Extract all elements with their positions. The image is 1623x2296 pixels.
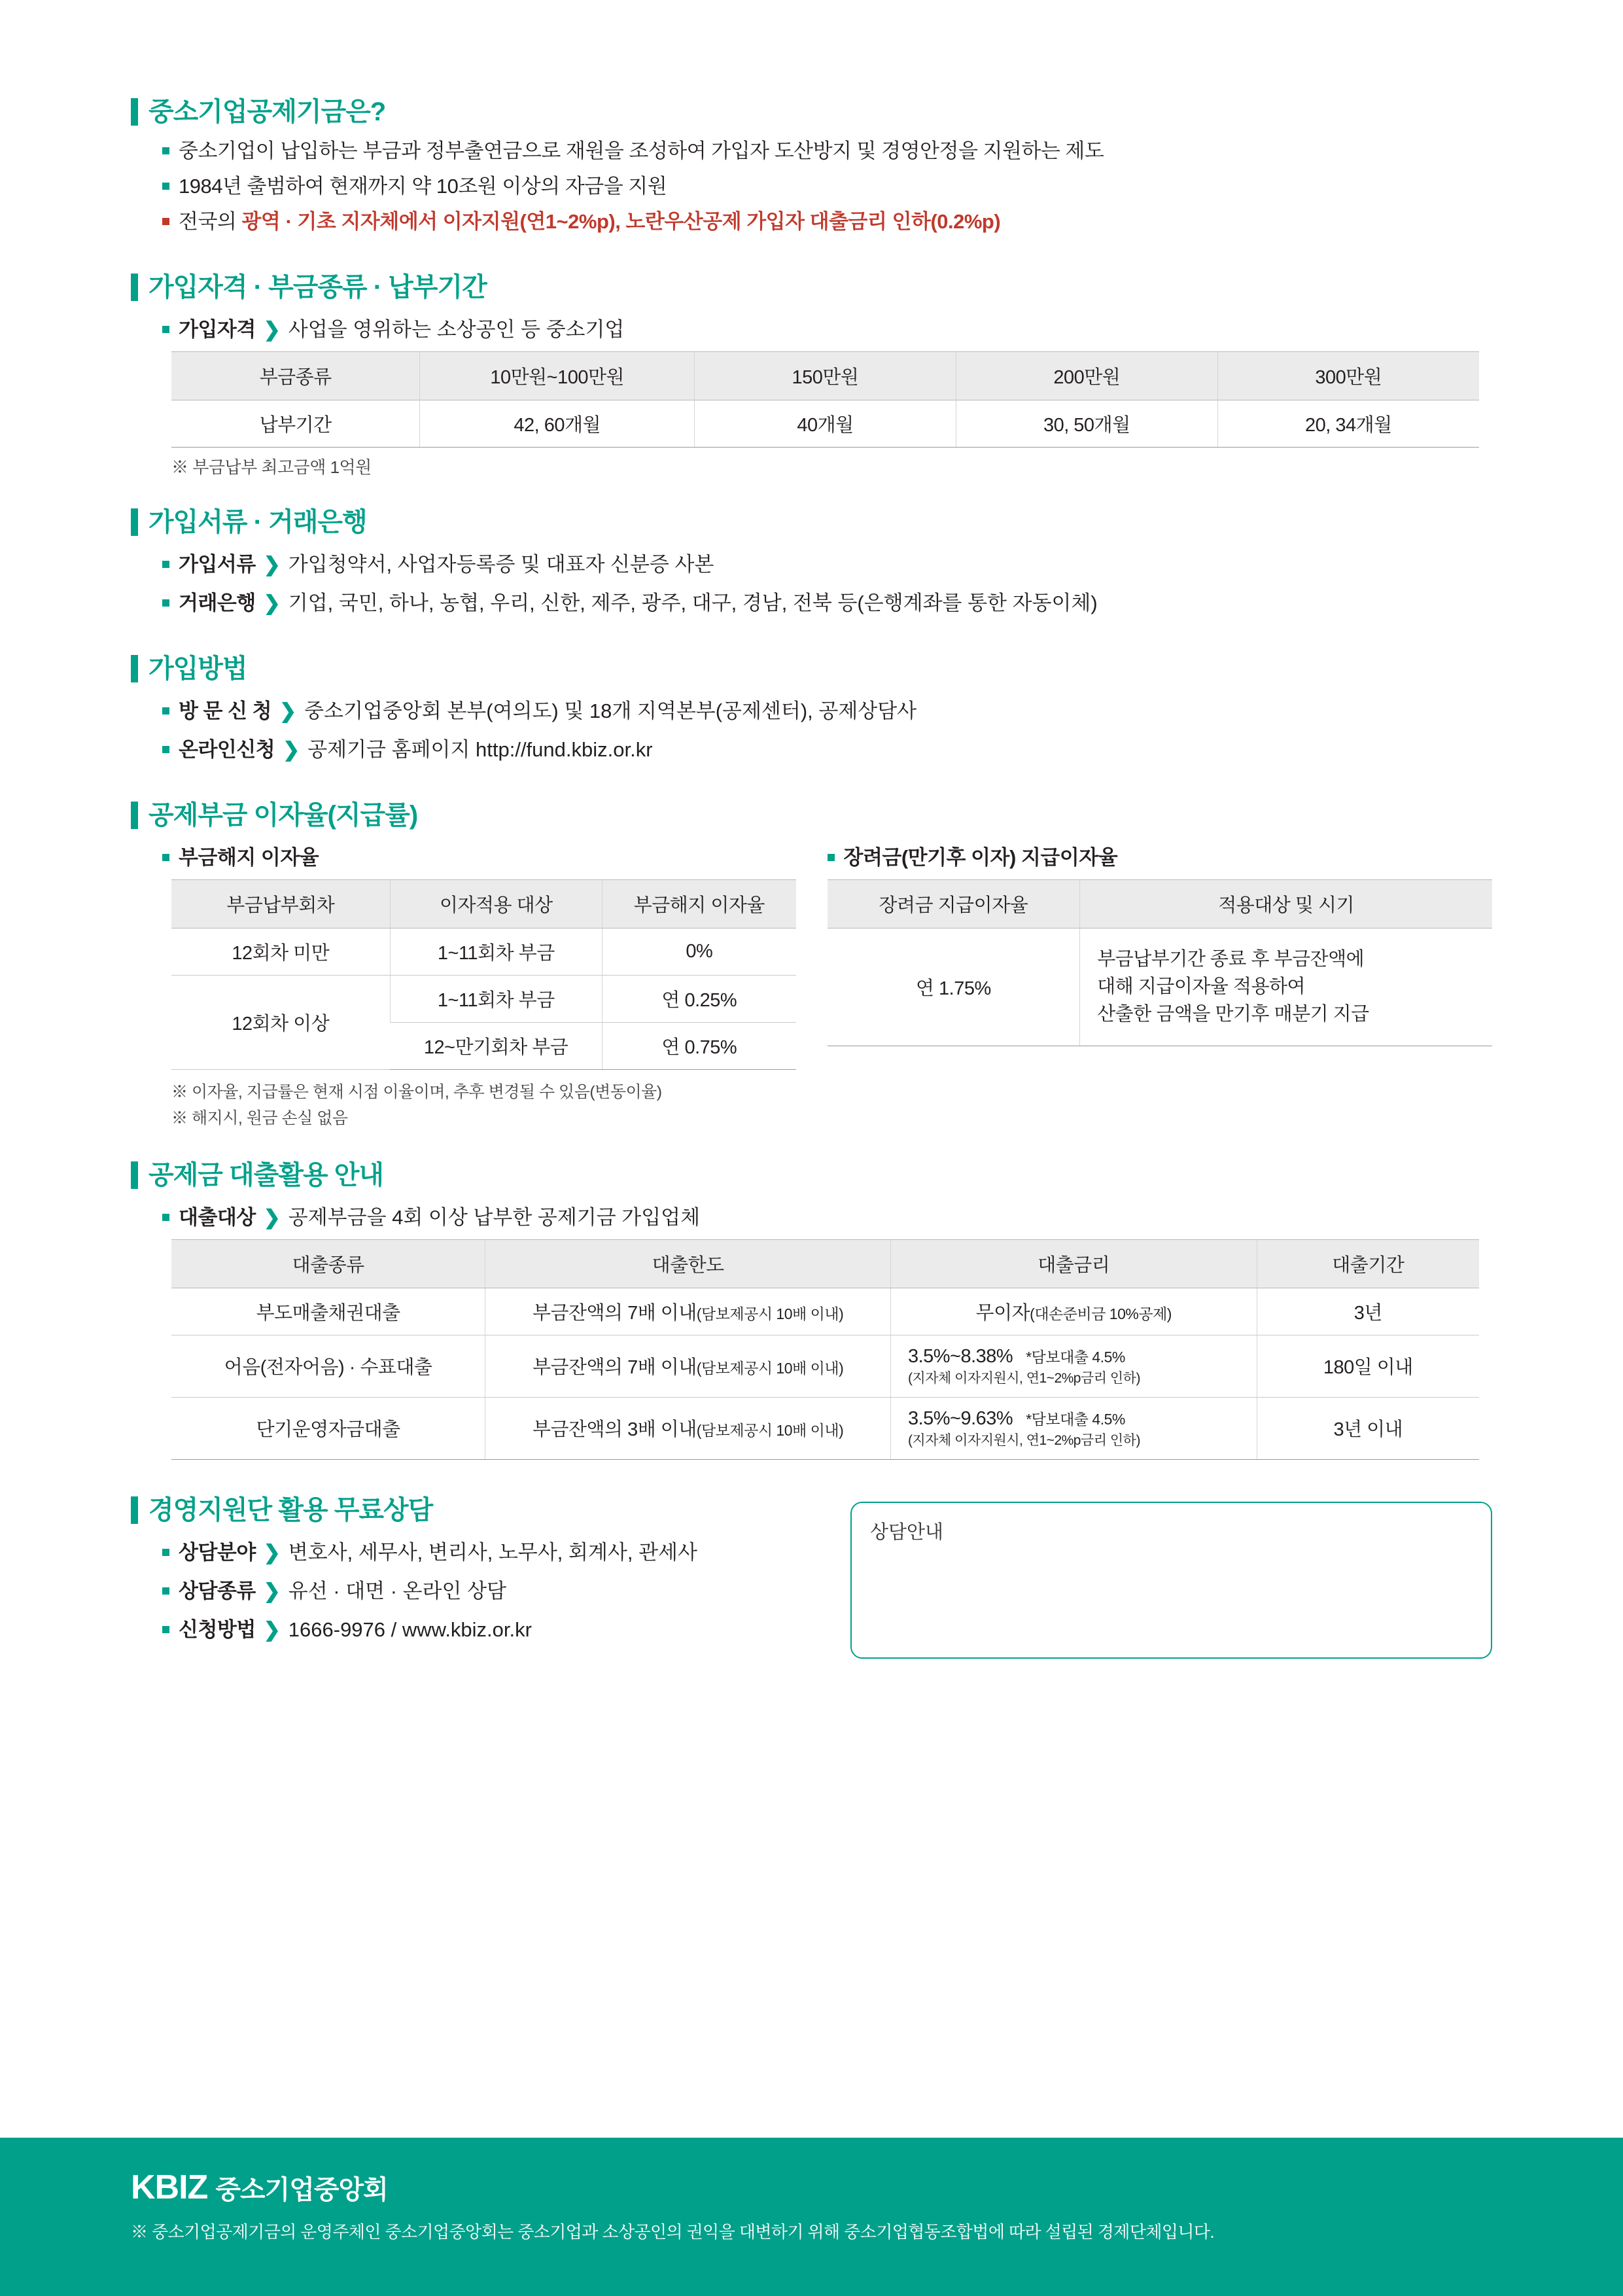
section-heading-eligibility <box>131 274 1492 301</box>
table-cell: 180일 이내 <box>1257 1335 1479 1397</box>
table-header-row <box>171 879 796 928</box>
loan-limit-main: 부금잔액의 7배 이내 <box>532 1302 697 1324</box>
brand-name: 중소기업중앙회 <box>215 2176 388 2204</box>
list-item <box>162 137 1492 165</box>
list-item <box>162 173 1492 200</box>
table-cell: 연 1.75% <box>828 928 1080 1046</box>
section-heading-about <box>131 98 1492 126</box>
loan-rate-note: *담보대출 4.5% <box>1026 1348 1125 1366</box>
consult-label-apply: 신청방법 <box>179 1617 256 1641</box>
section-title-documents: 가입서류 · 거래은행 <box>148 507 367 537</box>
about-highlight-prefix: 전국의 <box>179 209 242 233</box>
bullet-square-icon <box>162 561 169 568</box>
table-cell <box>485 1288 891 1335</box>
section-title-loan: 공제금 대출활용 안내 <box>148 1160 383 1190</box>
section-bar-icon <box>131 98 138 126</box>
about-bullet-1: 중소기업이 납입하는 부금과 정부출연금으로 재원을 조성하여 가입자 도산방지 및 경영안정을 지원하는 제도 <box>179 139 1104 162</box>
consult-value-type: 유선 · 대면 · 온라인 상담 <box>288 1579 507 1602</box>
table-header-cell: 대출종류 <box>171 1239 485 1288</box>
rates-right-table-wrap <box>828 879 1493 1046</box>
table-row <box>171 1335 1479 1397</box>
about-bullet-2: 1984년 출범하여 현재까지 약 10조원 이상의 자금을 지원 <box>179 174 667 198</box>
join-label-online: 온라인신청 <box>179 737 275 761</box>
loan-limit-sub: (담보제공시 10배 이내) <box>696 1305 844 1322</box>
table-cell: 납부기간 <box>171 400 420 447</box>
section-bar-icon <box>131 1496 138 1524</box>
arrow-icon: ❯ <box>263 552 281 576</box>
incentive-desc-3: 산출한 금액을 만기후 매분기 지급 <box>1097 1004 1369 1025</box>
loan-rate-main: 3.5%~9.63% <box>907 1407 1013 1429</box>
section-heading-documents <box>131 508 1492 536</box>
consult-section <box>131 1496 1492 1659</box>
about-bullet-list <box>162 137 1492 236</box>
bullet-square-icon <box>162 218 169 225</box>
rates-left-heading <box>162 841 796 870</box>
consult-left <box>131 1496 837 1659</box>
table-cell: 연 0.25% <box>602 975 796 1022</box>
consult-label-field: 상담분야 <box>179 1540 256 1564</box>
table-row <box>171 1397 1479 1459</box>
table-cell: 어음(전자어음) · 수표대출 <box>171 1335 485 1397</box>
bullet-square-icon <box>162 326 169 333</box>
loan-rate-sub: (대손준비금 10%공제) <box>1030 1305 1172 1322</box>
join-value-online[interactable]: 공제기금 홈페이지 http://fund.kbiz.or.kr <box>307 737 653 761</box>
table-cell <box>890 1397 1257 1459</box>
section-heading-loan <box>131 1161 1492 1189</box>
arrow-icon: ❯ <box>263 1579 281 1602</box>
section-heading-rates <box>131 802 1492 829</box>
documents-label-1: 가입서류 <box>179 552 256 576</box>
table-cell <box>485 1335 891 1397</box>
loan-target-label: 대출대상 <box>179 1205 256 1229</box>
bullet-square-icon <box>162 854 169 861</box>
table-header-row <box>171 1239 1479 1288</box>
section-title-consult: 경영지원단 활용 무료상담 <box>148 1495 433 1525</box>
table-cell: 연 0.75% <box>602 1022 796 1069</box>
loan-target-row <box>162 1201 1492 1230</box>
list-item <box>162 208 1492 236</box>
about-highlight: 광역 · 기초 지자체에서 이자지원(연1~2%p), 노란우산공제 가입자 대출금리 인하(0.2%p) <box>241 209 1001 233</box>
arrow-icon: ❯ <box>263 1540 281 1564</box>
rates-right-label: 장려금(만기후 이자) 지급이자율 <box>843 845 1118 869</box>
loan-rate-main: 무이자 <box>975 1302 1030 1324</box>
eligibility-value: 사업을 영위하는 소상공인 등 중소기업 <box>288 317 625 341</box>
table-header-row <box>171 351 1479 400</box>
loan-rate-note: *담보대출 4.5% <box>1026 1410 1125 1428</box>
table-cell: 부도매출채권대출 <box>171 1288 485 1335</box>
join-value-visit: 중소기업중앙회 본부(여의도) 및 18개 지역본부(공제센터), 공제상담사 <box>304 699 917 722</box>
eligibility-label: 가입자격 <box>179 317 256 341</box>
consult-label-type: 상담종류 <box>179 1579 256 1602</box>
table-header-cell: 이자적용 대상 <box>390 879 602 928</box>
arrow-icon: ❯ <box>263 1205 281 1229</box>
table-cell: 20, 34개월 <box>1217 400 1479 447</box>
table-cell <box>485 1397 891 1459</box>
consult-value-field: 변호사, 세무사, 변리사, 노무사, 회계사, 관세사 <box>288 1540 697 1564</box>
table-header-row <box>828 879 1493 928</box>
loan-table-wrap <box>171 1239 1479 1460</box>
bullet-square-icon <box>162 147 169 154</box>
table-cell: 1~11회차 부금 <box>390 928 602 975</box>
table-header-cell: 150만원 <box>695 351 956 400</box>
eligibility-table <box>171 351 1479 448</box>
incentive-rate-table <box>828 879 1493 1046</box>
table-cell <box>890 1335 1257 1397</box>
join-label-visit: 방 문 신 청 <box>179 699 272 722</box>
rates-left-column <box>131 841 796 1070</box>
table-cell: 3년 이내 <box>1257 1397 1479 1459</box>
bullet-square-icon <box>162 1587 169 1595</box>
consult-value-apply[interactable]: 1666-9976 / www.kbiz.or.kr <box>288 1617 532 1641</box>
loan-limit-sub: (담보제공시 10배 이내) <box>696 1360 844 1377</box>
table-header-cell: 300만원 <box>1217 351 1479 400</box>
table-header-cell: 부금납부회차 <box>171 879 390 928</box>
table-row <box>171 928 796 975</box>
eligibility-table-wrap <box>171 351 1479 448</box>
incentive-desc-1: 부금납부기간 종료 후 부금잔액에 <box>1097 948 1365 970</box>
rates-right-column <box>828 841 1493 1070</box>
rates-notes <box>171 1079 1492 1129</box>
table-cell <box>1080 928 1492 1046</box>
bullet-square-icon <box>162 1214 169 1221</box>
arrow-icon: ❯ <box>283 737 300 761</box>
table-header-cell: 부금해지 이자율 <box>602 879 796 928</box>
section-title-about: 중소기업공제기금은? <box>148 97 386 126</box>
eligibility-row <box>162 313 1492 342</box>
table-header-cell: 대출금리 <box>890 1239 1257 1288</box>
documents-row-1 <box>162 548 1492 577</box>
table-cell: 40개월 <box>695 400 956 447</box>
section-bar-icon <box>131 508 138 536</box>
bullet-square-icon <box>162 599 169 607</box>
incentive-desc-2: 대해 지급이자율 적용하여 <box>1097 976 1306 997</box>
table-cell: 1~11회차 부금 <box>390 975 602 1022</box>
section-bar-icon <box>131 655 138 682</box>
arrow-icon: ❯ <box>263 591 281 614</box>
loan-table <box>171 1239 1479 1460</box>
eligibility-note: ※ 부금납부 최고금액 1억원 <box>171 457 372 477</box>
rates-columns <box>131 841 1492 1070</box>
loan-rate-note2: (지자체 이자지원시, 연1~2%p금리 인하) <box>907 1370 1140 1386</box>
bullet-square-icon <box>162 1549 169 1556</box>
section-heading-join <box>131 655 1492 682</box>
documents-label-2: 거래은행 <box>179 591 256 614</box>
footer-brand <box>131 2168 1492 2207</box>
table-header-cell: 장려금 지급이자율 <box>828 879 1080 928</box>
rates-left-label: 부금해지 이자율 <box>179 845 319 869</box>
table-cell <box>890 1288 1257 1335</box>
loan-target-value: 공제부금을 4회 이상 납부한 공제기금 가입업체 <box>288 1205 701 1229</box>
consult-row-field <box>162 1536 837 1565</box>
loan-limit-main: 부금잔액의 3배 이내 <box>532 1419 697 1441</box>
table-header-cell: 대출기간 <box>1257 1239 1479 1288</box>
join-row-online <box>162 733 1492 762</box>
table-row <box>828 928 1493 1046</box>
bullet-square-icon <box>162 707 169 715</box>
termination-rate-table <box>171 879 796 1070</box>
consult-box-title: 상담안내 <box>870 1521 944 1543</box>
section-bar-icon <box>131 802 138 829</box>
documents-value-1: 가입청약서, 사업자등록증 및 대표자 신분증 사본 <box>288 552 714 576</box>
section-bar-icon <box>131 274 138 301</box>
table-header-cell: 대출한도 <box>485 1239 891 1288</box>
table-cell: 단기운영자금대출 <box>171 1397 485 1459</box>
brand-logo: KBIZ <box>131 2168 208 2206</box>
loan-limit-main: 부금잔액의 7배 이내 <box>532 1357 697 1379</box>
arrow-icon: ❯ <box>263 1617 281 1641</box>
join-row-visit <box>162 694 1492 724</box>
table-row <box>171 400 1479 447</box>
section-title-join: 가입방법 <box>148 654 247 683</box>
table-cell: 0% <box>602 928 796 975</box>
loan-rate-note2: (지자체 이자지원시, 연1~2%p금리 인하) <box>907 1432 1140 1448</box>
rates-note-1: ※ 이자율, 지급률은 현재 시점 이율이며, 추후 변경될 수 있음(변동이율) <box>171 1082 662 1101</box>
table-header-cell: 10만원~100만원 <box>420 351 695 400</box>
loan-limit-sub: (담보제공시 10배 이내) <box>696 1422 844 1439</box>
rates-right-heading <box>828 841 1493 870</box>
bullet-square-icon <box>162 183 169 190</box>
footer-note: ※ 중소기업공제기금의 운영주체인 중소기업중앙회는 중소기업과 소상공인의 권익을 대변하기 위해 중소기업협동조합법에 따라 설립된 경제단체입니다. <box>131 2222 1215 2242</box>
table-cell: 30, 50개월 <box>956 400 1217 447</box>
section-title-rates: 공제부금 이자율(지급률) <box>148 800 418 830</box>
section-heading-consult <box>131 1496 837 1524</box>
table-row <box>171 1288 1479 1335</box>
bullet-square-icon <box>162 1626 169 1633</box>
table-row <box>171 975 796 1022</box>
section-title-eligibility: 가입자격 · 부금종류 · 납부기간 <box>148 272 487 302</box>
table-cell: 12회차 미만 <box>171 928 390 975</box>
table-cell: 3년 <box>1257 1288 1479 1335</box>
consult-info-box <box>850 1502 1492 1659</box>
table-header-cell: 부금종류 <box>171 351 420 400</box>
table-cell: 12~만기회차 부금 <box>390 1022 602 1069</box>
loan-rate-main: 3.5%~8.38% <box>907 1345 1013 1367</box>
table-cell: 42, 60개월 <box>420 400 695 447</box>
arrow-icon: ❯ <box>263 317 281 341</box>
table-header-cell: 적용대상 및 시기 <box>1080 879 1492 928</box>
table-header-cell: 200만원 <box>956 351 1217 400</box>
page-footer <box>0 2138 1623 2296</box>
consult-row-apply <box>162 1613 837 1642</box>
documents-value-2: 기업, 국민, 하나, 농협, 우리, 신한, 제주, 광주, 대구, 경남, 전북 등(은행계좌를 통한 자동이체) <box>288 591 1098 614</box>
arrow-icon: ❯ <box>279 699 297 722</box>
bullet-square-icon <box>828 854 835 861</box>
documents-row-2 <box>162 586 1492 616</box>
consult-row-type <box>162 1574 837 1604</box>
bullet-square-icon <box>162 746 169 753</box>
rates-left-table-wrap <box>171 879 796 1070</box>
rates-note-2: ※ 해지시, 원금 손실 없음 <box>171 1108 348 1127</box>
section-bar-icon <box>131 1161 138 1189</box>
table-cell: 12회차 이상 <box>171 975 390 1069</box>
